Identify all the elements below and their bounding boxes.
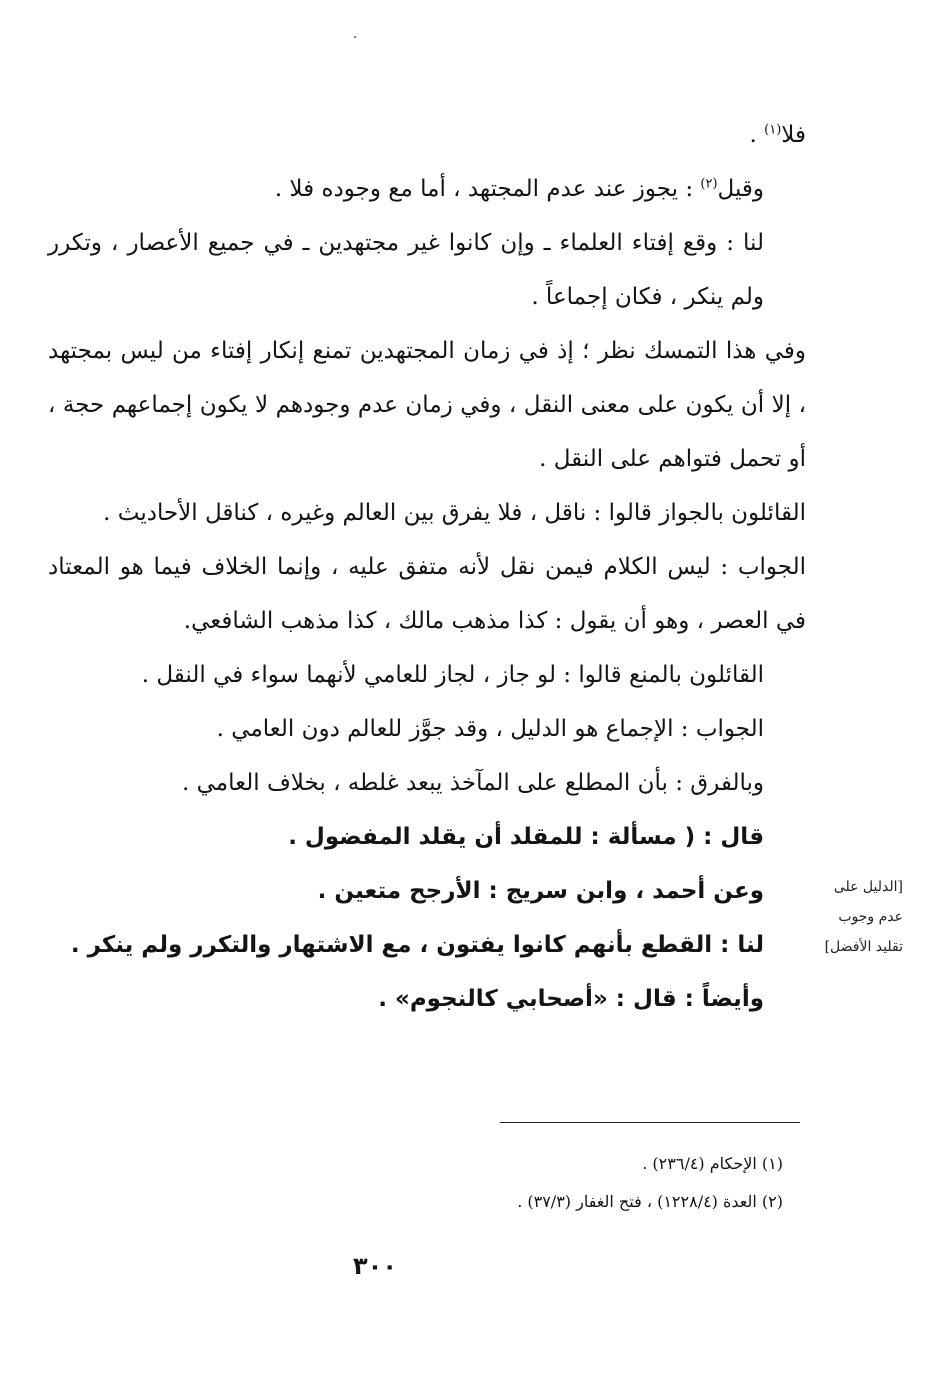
paragraph-1-text: فلا: [781, 122, 806, 148]
paragraph-2-start: وقيل: [717, 176, 764, 202]
scan-speck: [354, 36, 356, 38]
main-text: [48, 108, 806, 1026]
footnote-ref-2: (٢): [700, 176, 718, 192]
margin-heading-line-1: [الدليل على: [833, 879, 903, 895]
paragraph-1: [48, 108, 806, 162]
footnotes: [300, 1145, 783, 1221]
paragraph-4: وفي هذا التمسك نظر ؛ إذ في زمان المجتهدين تمنع إنكار إفتاء من ليس بمجتهد ، إلا أن يكون على معنى النقل ، وفي زمان عدم وجودهم لا يكون إجماعهم حجة ، أو تحمل فتواهم على النقل .: [48, 338, 806, 472]
footnote-1: (١) الإحكام (٢٣٦/٤) .: [642, 1154, 783, 1173]
paragraph-7: القائلون بالمنع قالوا : لو جاز ، لجاز للعامي لأنهما سواء في النقل .: [141, 662, 764, 688]
bold-line-3: لنا : القطع بأنهم كانوا يفتون ، مع الاشتهار والتكرر ولم ينكر .: [70, 932, 764, 958]
paragraph-8: الجواب : الإجماع هو الدليل ، وقد جوَّز للعالم دون العامي .: [216, 716, 764, 742]
footnote-2: (٢) العدة (١٢٢٨/٤) ، فتح الغفار (٣٧/٣) .: [517, 1192, 783, 1211]
footnote-separator: [500, 1122, 800, 1123]
paragraph-2-text: : يجوز عند عدم المجتهد ، أما مع وجوده فلا .: [274, 176, 701, 202]
paragraph-3: لنا : وقع إفتاء العلماء ـ وإن كانوا غير مجتهدين ـ في جميع الأعصار ، وتكرر ولم ينكر ، فكان إجماعاً .: [48, 230, 764, 310]
bold-line-4: وأيضاً : قال : «أصحابي كالنجوم» .: [378, 986, 764, 1012]
paragraph-5: القائلون بالجواز قالوا : ناقل ، فلا يفرق بين العالم وغيره ، كناقل الأحاديث .: [103, 500, 806, 526]
margin-heading-line-2: عدم وجوب: [838, 909, 903, 925]
paragraph-6: الجواب : ليس الكلام فيمن نقل لأنه متفق عليه ، وإنما الخلاف فيما هو المعتاد في العصر ، وهو أن يقول : كذا مذهب مالك ، كذا مذهب الشافعي.: [48, 554, 806, 634]
paragraph-1-end: .: [749, 122, 765, 148]
margin-heading: [808, 872, 903, 962]
margin-heading-line-3: تقليد الأفضل]: [824, 939, 903, 955]
bold-line-2: وعن أحمد ، وابن سريج : الأرجح متعين .: [317, 878, 764, 904]
paragraph-9: وبالفرق : بأن المطلع على المآخذ يبعد غلطه ، بخلاف العامي .: [182, 770, 764, 796]
paragraph-2: [48, 162, 806, 216]
page-number: ٣٠٠: [353, 1252, 397, 1280]
bold-line-1: قال : ( مسألة : للمقلد أن يقلد المفضول .: [288, 824, 764, 850]
footnote-ref-1: (١): [764, 122, 782, 138]
